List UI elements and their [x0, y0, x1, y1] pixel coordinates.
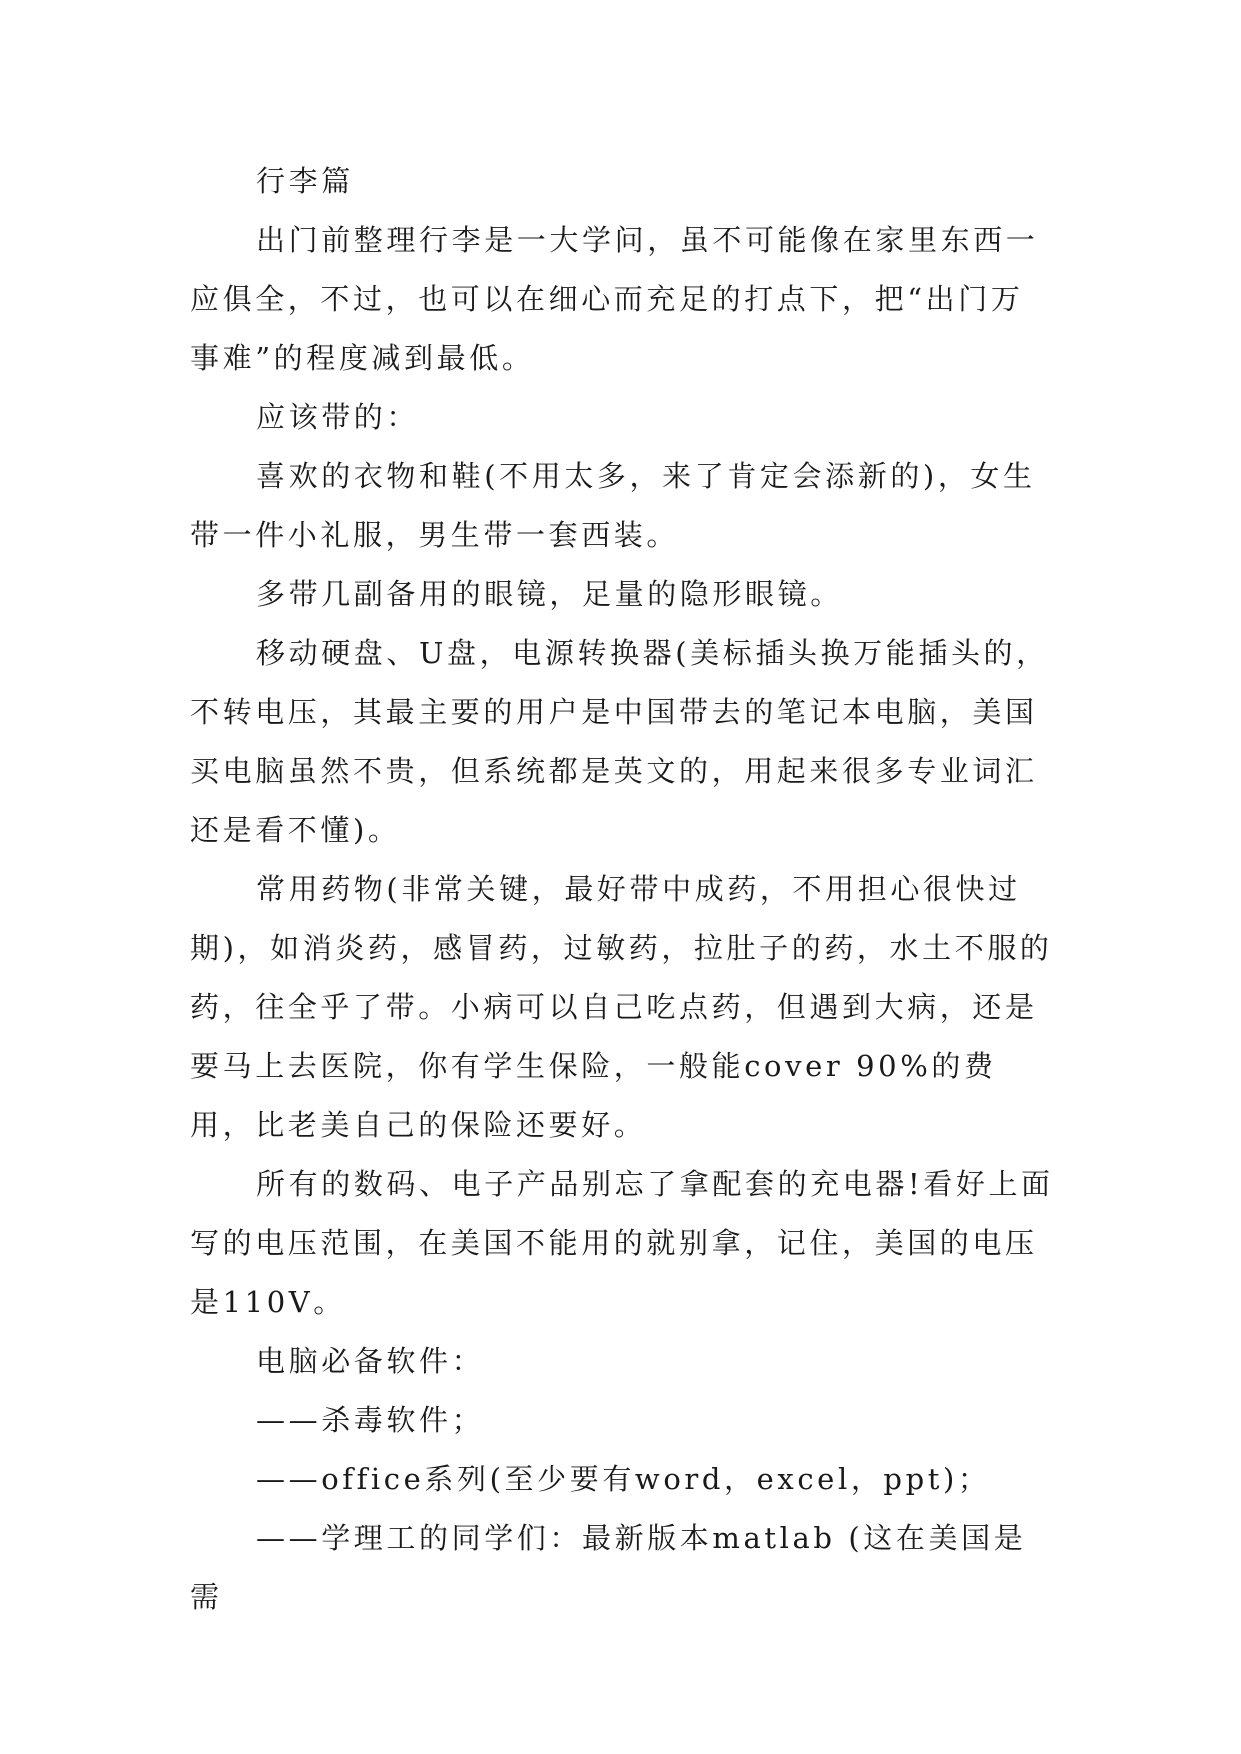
paragraph: 移动硬盘、U盘，电源转换器(美标插头换万能插头的，不转电压，其最主要的用户是中国带去的笔记本电脑，美国买电脑虽然不贵，但系统都是英文的，用起来很多专业词汇还是看不懂)。 [190, 636, 1049, 847]
paragraph: 喜欢的衣物和鞋(不用太多，来了肯定会添新的)，女生带一件小礼服，男生带一套西装。 [190, 459, 1036, 552]
paragraph: 出门前整理行李是一大学问，虽不可能像在家里东西一应俱全，不过，也可以在细心而充足的打点下，把“出门万事难”的程度减到最低。 [190, 223, 1039, 375]
list-item: ——杀毒软件； [256, 1403, 485, 1437]
paragraph: 多带几副备用的眼镜，足量的隐形眼镜。 [256, 577, 843, 611]
paragraph: 常用药物(非常关键，最好带中成药，不用担心很快过期)，如消炎药，感冒药，过敏药，拉肚子的药，水土不服的药，往全乎了带。小病可以自己吃点药，但遇到大病，还是要马上去医院，你有学生保险，一般能cover 90%的费用，比老美自己的保险还要好。 [190, 872, 1053, 1142]
paragraph: 应该带的： [256, 400, 420, 434]
list-item: ——学理工的同学们：最新版本matlab (这在美国是需 [190, 1521, 1027, 1614]
list-item: ——office系列(至少要有word，excel，ppt)； [256, 1462, 991, 1496]
document-body [190, 152, 1056, 1627]
section-heading: 行李篇 [256, 164, 354, 198]
paragraph: 电脑必备软件： [256, 1344, 485, 1378]
paragraph: 所有的数码、电子产品别忘了拿配套的充电器!看好上面写的电压范围，在美国不能用的就别拿，记住，美国的电压是110V。 [190, 1167, 1054, 1319]
